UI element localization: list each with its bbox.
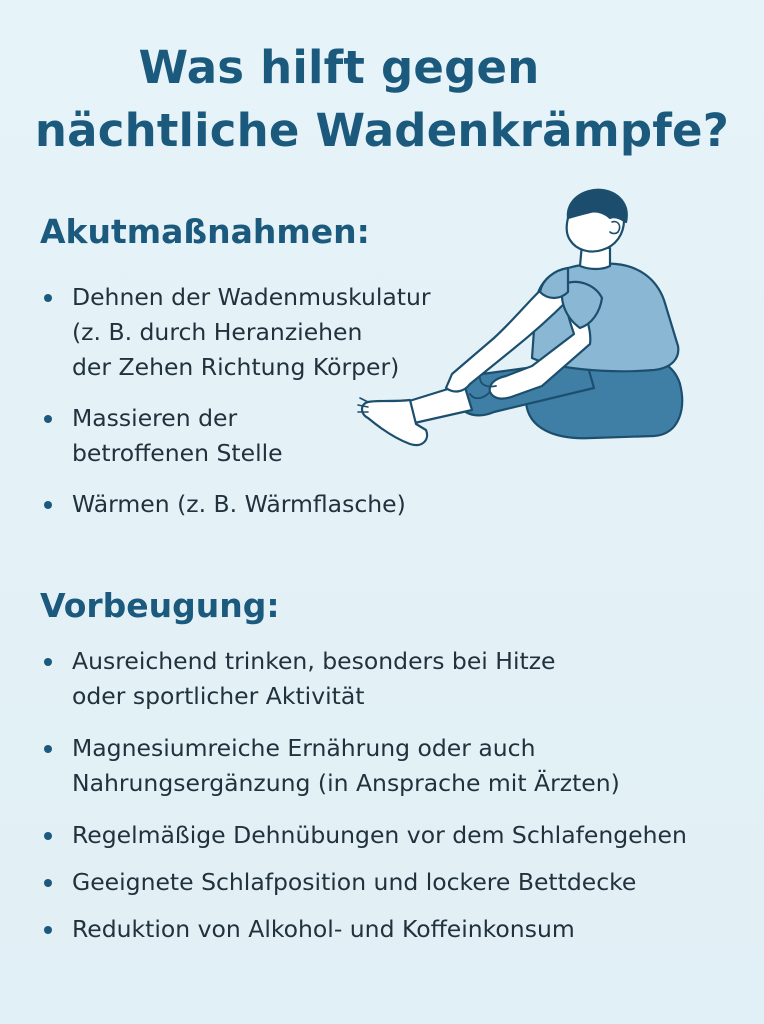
list-item-text: Geeignete Schlafposition und lockere Bettdecke: [72, 868, 637, 896]
page-title: [0, 36, 764, 162]
list-item: [40, 731, 760, 801]
list-item-text: Dehnen der Wadenmuskulatur (z. B. durch Heranziehen der Zehen Richtung Körper): [72, 283, 431, 381]
list-item: [40, 487, 460, 522]
list-item: [40, 818, 760, 853]
list-item-text: Magnesiumreiche Ernährung oder auch Nahrungsergänzung (in Ansprache mit Ärzten): [72, 734, 620, 797]
bullet-icon: [44, 501, 52, 509]
bullet-icon: [44, 745, 52, 753]
bullet-icon: [44, 294, 52, 302]
title-line-1: Was hilft gegen: [138, 41, 540, 94]
list-item-text: Regelmäßige Dehnübungen vor dem Schlafengehen: [72, 821, 687, 849]
title-line-2: nächtliche Wadenkrämpfe?: [34, 104, 730, 157]
bullet-icon: [44, 879, 52, 887]
list-item: [40, 912, 760, 947]
list-item: [40, 865, 760, 900]
list-item-text: Massieren der betroffenen Stelle: [72, 404, 283, 467]
bullet-icon: [44, 926, 52, 934]
bullet-icon: [44, 658, 52, 666]
list-item-text: Ausreichend trinken, besonders bei Hitze oder sportlicher Aktivität: [72, 647, 556, 710]
list-item-text: Wärmen (z. B. Wärmflasche): [72, 490, 406, 518]
list-item-text: Reduktion von Alkohol- und Koffeinkonsum: [72, 915, 575, 943]
prevention-heading: Vorbeugung:: [40, 586, 280, 625]
person-stretching-calf-icon: [354, 188, 694, 458]
acute-measures-heading: Akutmaßnahmen:: [40, 212, 370, 251]
bullet-icon: [44, 832, 52, 840]
bullet-icon: [44, 415, 52, 423]
list-item: [40, 644, 760, 714]
prevention-list: [40, 644, 760, 964]
